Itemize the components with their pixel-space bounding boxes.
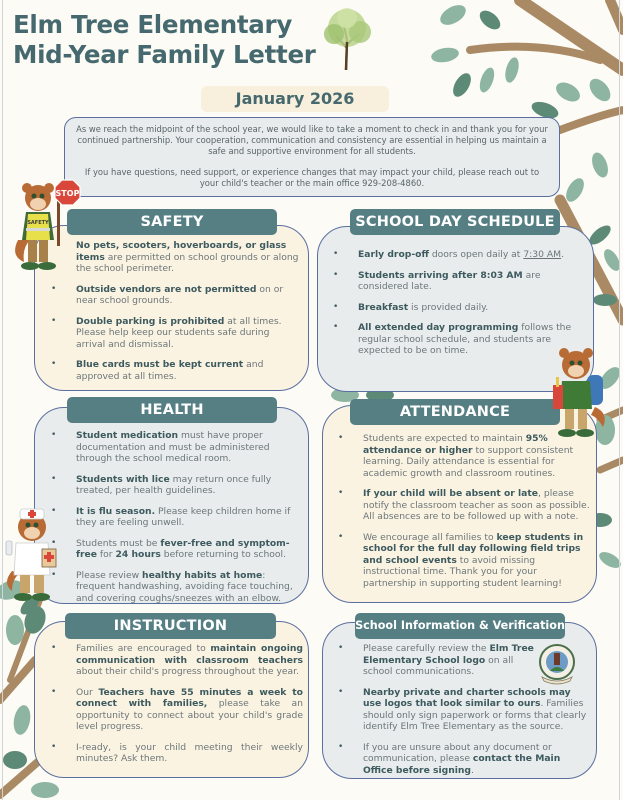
list-item: • It is flu season. Please keep children home if they are feeling unwell. [51,506,303,529]
list-item: • Nearby private and charter schools may use logos that look similar to ours. Families should only sign paperwork or forms that clearly identify Elm Tree Elementary as the source. [338,687,590,733]
list-item: • Outside vendors are not permitted on or near school grounds. [51,284,301,307]
list-item: • If you are unsure about any document or communication, please contact the Main Office before signing. [338,742,590,777]
list-item: • I-ready, is your child meeting their weekly minutes? Ask them. [51,742,303,765]
safety-heading: SAFETY [67,209,277,235]
mascot-safety-icon [10,178,88,278]
school-seal-icon [537,643,577,685]
list-item: • Blue cards must be kept current and approved at all times. [51,359,301,382]
mascot-student-icon [551,345,611,443]
list-item: • We encourage all families to keep students in school for the full day following field trips and school events to avoid missing instructional time. Thank you for your partnership in supporting student learning! [338,532,590,590]
intro-message [64,117,560,197]
svg-text:SAFETY: SAFETY [27,220,49,226]
list-item: • Students must be fever-free and symptom-free for 24 hours before returning to school. [51,538,303,561]
list-item: • Please review healthy habits at home: frequent handwashing, avoiding face touching, and covering coughs/sneezes with an elbow. [51,570,303,605]
instruction-heading: INSTRUCTION [65,613,276,639]
date-banner: January 2026 [201,86,389,112]
list-item: No pets, scooters, hoverboards, or glass items are permitted on school grounds or along the school perimeter. [76,240,299,274]
instruction-list [51,643,303,774]
health-heading: HEALTH [67,397,277,423]
list-item: • Students with lice may return once fully treated, per health guidelines. [51,474,303,497]
list-item: • Students are expected to maintain 95% attendance or higher to support consistent learning. Daily attendance is essential for academic growth and classroom routines. [338,433,590,479]
page-title [13,10,316,70]
attendance-list [338,433,590,598]
tree-logo-icon [316,6,378,70]
schedule-heading: SCHOOL DAY SCHEDULE [350,209,560,235]
attendance-heading: ATTENDANCE [350,399,560,425]
title-line-1: Elm Tree Elementary [13,10,292,39]
list-item: • Breakfast is provided daily. [333,302,583,314]
schedule-list [333,249,583,366]
list-item: • Double parking is prohibited at all times. Please help keep our students safe during arrival and dismissal. [51,316,301,351]
list-item: • Please carefully review the Elm Tree Elementary School logo on all school communications. [338,643,590,678]
intro-paragraph-1: As we reach the midpoint of the school year, we would like to take a moment to check in and thank you for your continued partnership. Your cooperation, communication and consistency are essential in helping us maintain a safe and supportive environment for all students. [76,124,548,156]
list-item: • Early drop-off doors open daily at 7:30 AM. [333,249,583,261]
mascot-nurse-icon [2,505,66,605]
health-list [51,430,303,613]
list-item: • Students arriving after 8:03 AM are considered late. [333,270,583,293]
intro-paragraph-2: If you have questions, need support, or experience changes that may impact your child, please reach out to your child's teacher or the main office 929-208-4860. [84,167,540,188]
list-item: • Our Teachers have 55 minutes a week to connect with families, please take an opportunity to connect about your child's grade level progress. [51,687,303,733]
page-edge-right [619,0,620,800]
list-item: • If your child will be absent or late, please notify the classroom teacher as soon as possible. All absences are to be followed up with a note. [338,488,590,523]
title-line-2: Mid-Year Family Letter [13,40,316,69]
list-item: • Student medication must have proper documentation and must be administered through the school medical room. [51,430,303,465]
verification-heading: School Information & Verification [355,613,565,639]
svg-text:STOP: STOP [55,189,80,198]
safety-list [51,240,301,391]
list-item: • Families are encouraged to maintain ongoing communication with classroom teachers about their child's progress throughout the year. [51,643,303,678]
list-item: • All extended day programming follows the regular school schedule, and students are expected to be on time. [333,322,583,357]
page-edge-left [2,0,3,800]
